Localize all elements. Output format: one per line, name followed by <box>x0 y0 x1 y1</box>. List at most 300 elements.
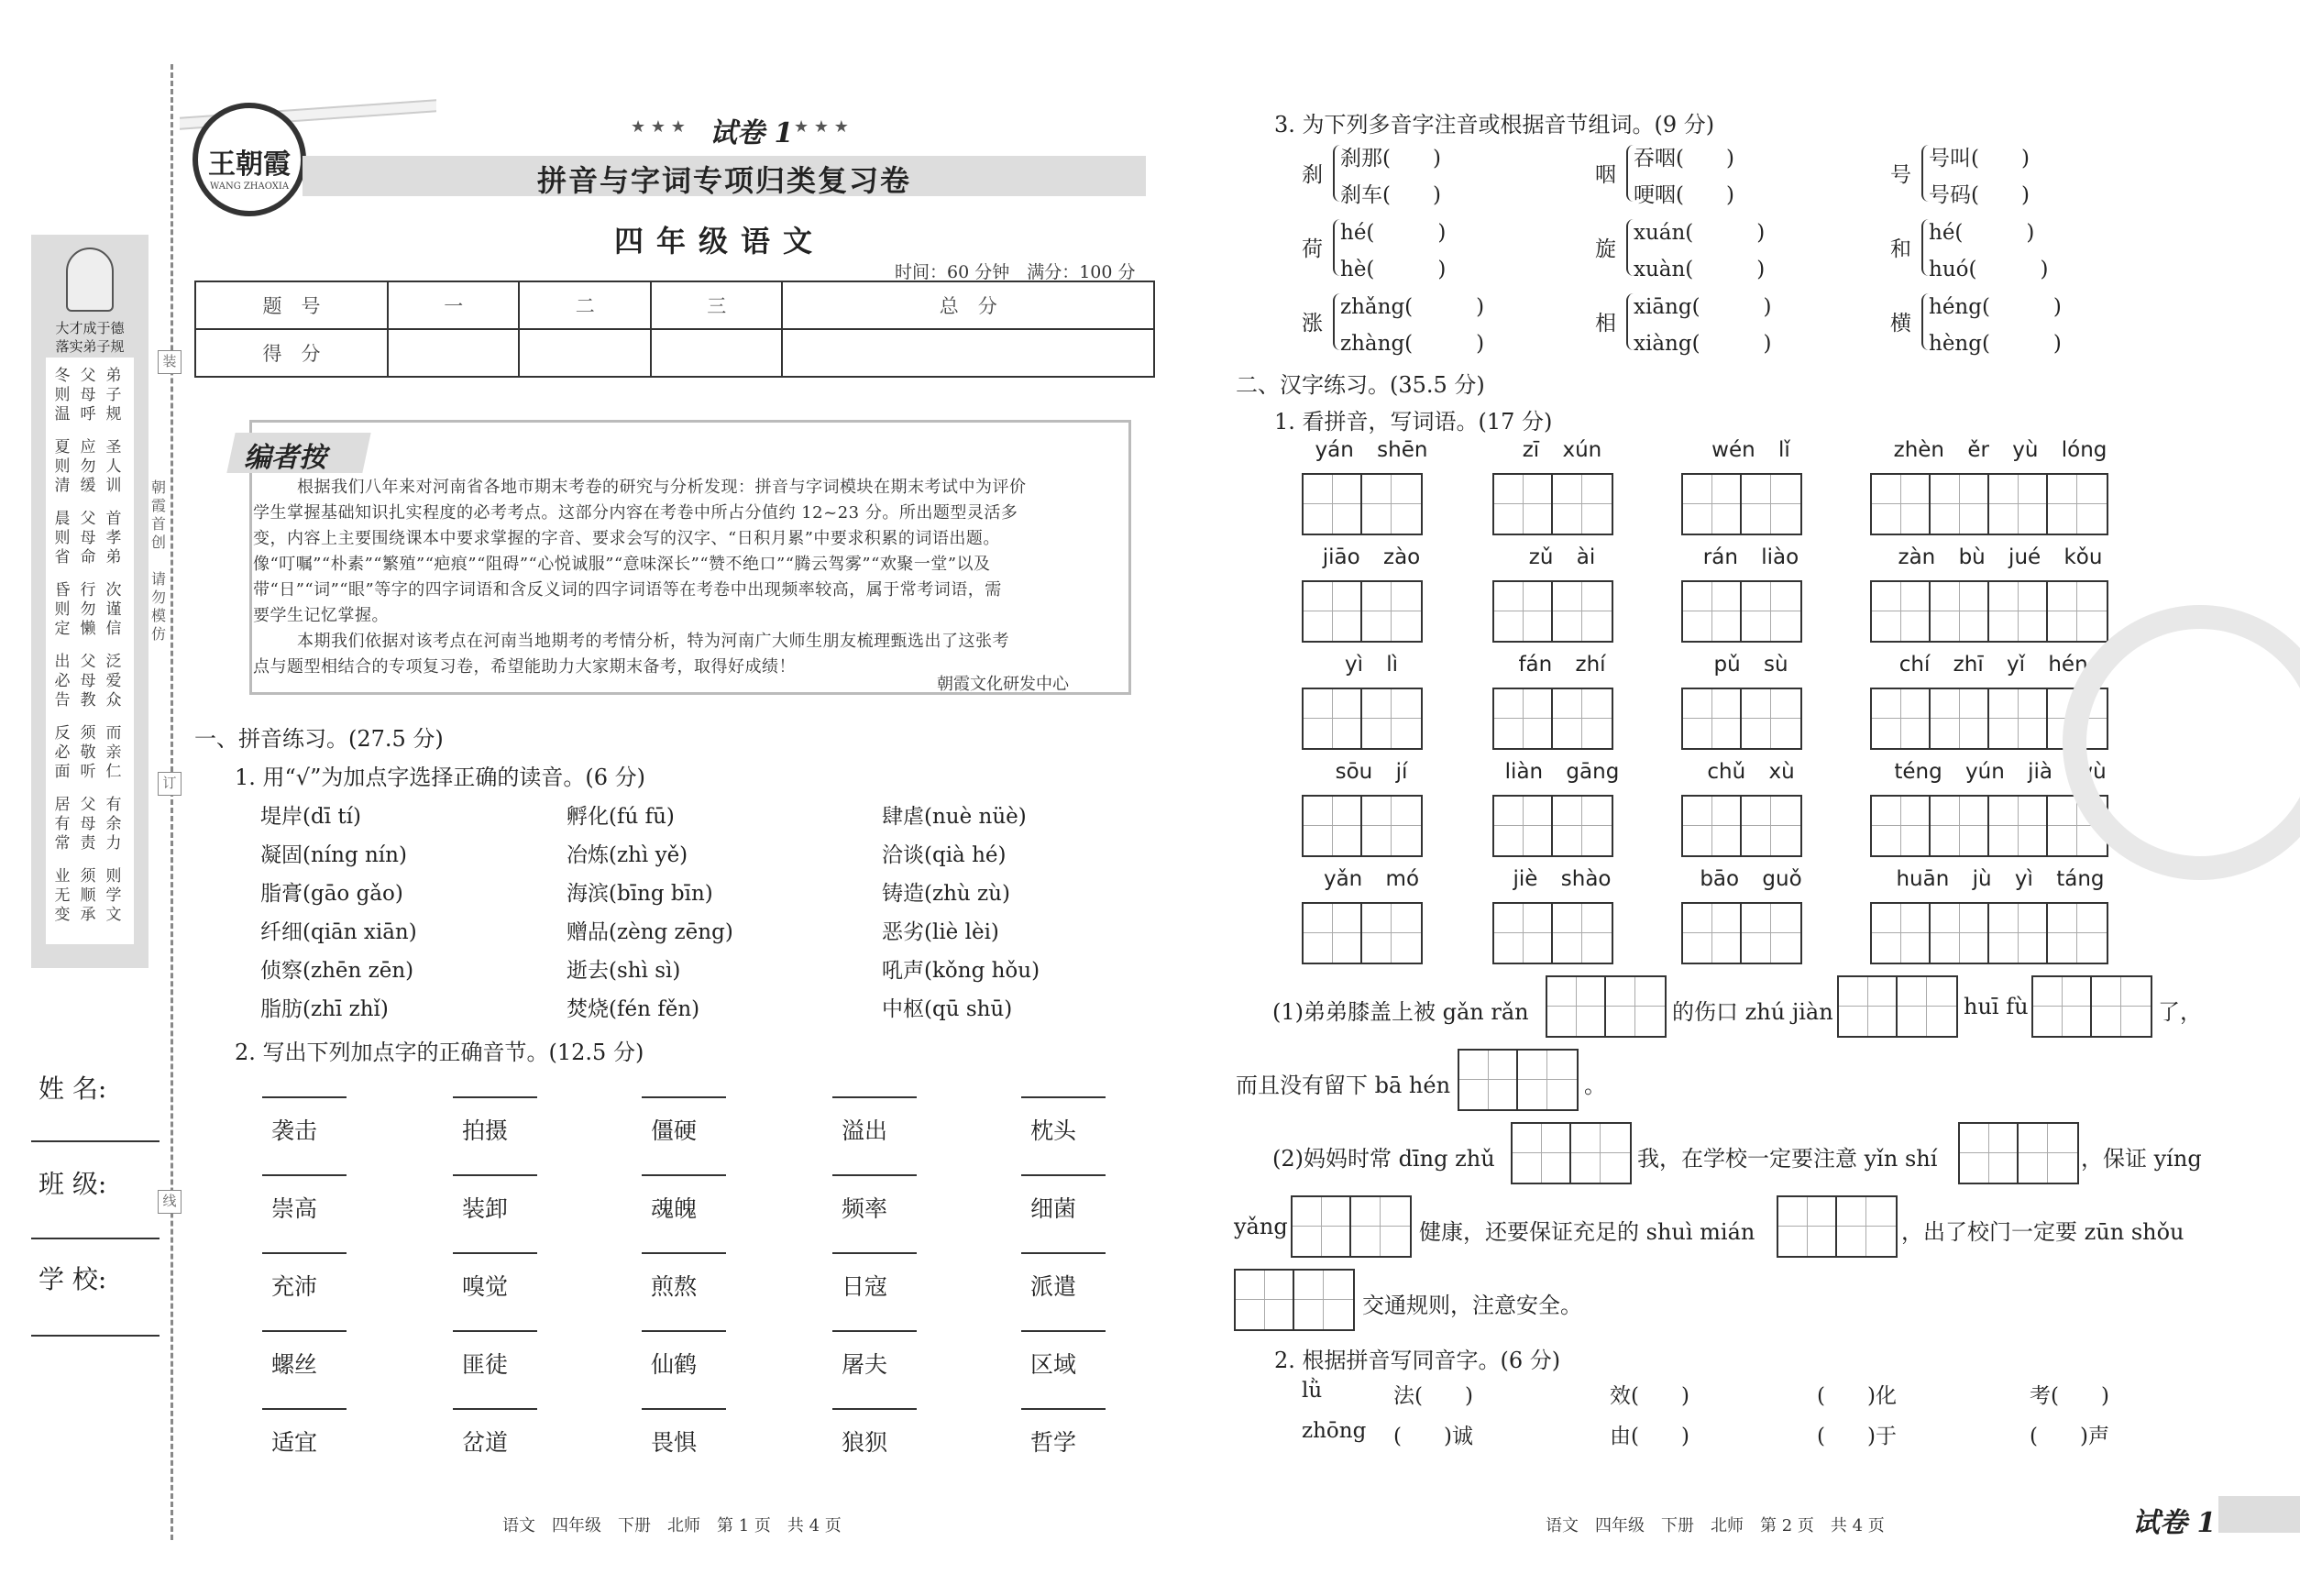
grid-cell[interactable] <box>1362 904 1421 963</box>
q1-title: 1. 用“√”为加点字选择正确的读音。(6 分) <box>235 765 645 790</box>
answer-grid[interactable] <box>1302 473 1423 535</box>
sidebar-verse: 冬则温 <box>54 367 71 424</box>
sidebar-verse: 夏则清 <box>54 438 71 495</box>
pinyin-label: téng yún jià wù <box>1894 760 2107 784</box>
answer-grid[interactable] <box>1302 580 1423 643</box>
pinyin-label: yán shēn <box>1315 438 1428 462</box>
answer-blank[interactable] <box>262 1096 347 1098</box>
polyphone-item[interactable]: 吞咽( ) <box>1634 147 1734 171</box>
polyphone-item[interactable]: hé( ) <box>1340 221 1447 245</box>
pinyin-label: zhèn ěr yù lóng <box>1893 438 2107 462</box>
grid-cell[interactable] <box>1872 475 1931 534</box>
answer-blank[interactable] <box>1021 1330 1106 1332</box>
grid-cell[interactable] <box>1494 904 1553 963</box>
school-label: 学 校: <box>39 1264 107 1294</box>
q2-word: 仙鹤 <box>651 1351 698 1378</box>
pinyin-label: pǔ sù <box>1713 653 1788 677</box>
q1-item[interactable]: 恶劣(liè lèi) <box>882 920 999 944</box>
grid-cell[interactable] <box>1304 582 1362 641</box>
grid-cell[interactable] <box>1304 797 1362 855</box>
brace <box>1626 293 1634 350</box>
name-line[interactable] <box>31 1140 160 1142</box>
grid-cell[interactable] <box>2048 475 2107 534</box>
grid-cell[interactable] <box>1742 475 1800 534</box>
answer-grid[interactable] <box>1681 688 1802 750</box>
q1-item[interactable]: 洽谈(qià hé) <box>882 843 1007 867</box>
polyphone-item[interactable]: xiāng( ) <box>1634 295 1772 319</box>
grid-cell[interactable] <box>1553 904 1612 963</box>
footer-tag-bar <box>2218 1496 2300 1533</box>
q2-word: 狼狈 <box>842 1429 888 1456</box>
answer-grid[interactable] <box>1681 580 1802 643</box>
grid-cell[interactable] <box>1989 582 2048 641</box>
footer-tag: 试卷 1 <box>2132 1507 2217 1539</box>
grid-cell[interactable] <box>1931 475 1989 534</box>
answer-blank[interactable] <box>262 1330 347 1332</box>
homophone-item: zhōng <box>1302 1419 1367 1443</box>
grid-cell[interactable] <box>1494 475 1553 534</box>
brace <box>1921 145 1929 202</box>
grid-cell[interactable] <box>1931 904 1989 963</box>
score-header-cell: 总 分 <box>782 281 1154 329</box>
grid-cell[interactable] <box>1742 904 1800 963</box>
score-label-cell: 得 分 <box>195 329 388 377</box>
answer-grid[interactable] <box>1291 1195 1412 1258</box>
sidebar-verse: 圣人训 <box>105 438 122 495</box>
answer-grid[interactable] <box>1492 902 1613 964</box>
score-header-cell: 二 <box>519 281 650 329</box>
sidebar-verse: 有余力 <box>105 796 122 853</box>
q2-word: 哲学 <box>1030 1429 1077 1456</box>
scholar-icon <box>66 248 114 312</box>
sidebar <box>31 235 149 968</box>
sidebar-verse: 首孝弟 <box>105 510 122 567</box>
polyphone-item[interactable]: 号码( ) <box>1929 183 2030 207</box>
answer-blank[interactable] <box>1021 1252 1106 1254</box>
paper-number: 试卷 1 <box>710 117 794 149</box>
grid-cell[interactable] <box>1553 582 1612 641</box>
sidebar-verse: 父母呼 <box>80 367 96 424</box>
class-label: 班 级: <box>39 1169 107 1199</box>
homophone-item[interactable]: ( )诚 <box>1393 1425 1473 1448</box>
sentence2-e: 健康，还要保证充足的 shuì mián <box>1419 1219 1755 1245</box>
polyphone-char: 和 <box>1890 237 1911 261</box>
sentence1-c: huī fù <box>1964 994 2029 1019</box>
q1-item[interactable]: 焚烧(fén fěn) <box>567 997 700 1021</box>
q1-item[interactable]: 孵化(fú fū) <box>567 805 675 829</box>
grid-cell[interactable] <box>1742 797 1800 855</box>
time-info: 时间：60 分钟 满分：100 分 <box>895 262 1136 282</box>
q2-word: 枕头 <box>1030 1117 1077 1144</box>
answer-blank[interactable] <box>832 1096 917 1098</box>
answer-grid[interactable] <box>1302 902 1423 964</box>
answer-blank[interactable] <box>1021 1174 1106 1176</box>
answer-blank[interactable] <box>1021 1408 1106 1410</box>
stars-right: ★ ★ ★ <box>794 117 849 137</box>
pinyin-label: rán liào <box>1702 545 1799 569</box>
sidebar-verse: 则学文 <box>105 867 122 924</box>
answer-blank[interactable] <box>832 1408 917 1410</box>
q1-item[interactable]: 吼声(kǒng hǒu) <box>882 959 1040 983</box>
sidebar-verse: 行勿懒 <box>80 581 96 638</box>
q2-word: 崇高 <box>271 1195 318 1222</box>
footer-right: 语文 四年级 下册 北师 第 2 页 共 4 页 <box>1546 1516 1885 1535</box>
q2-word: 细菌 <box>1030 1195 1077 1222</box>
answer-blank[interactable] <box>453 1408 537 1410</box>
grid-cell[interactable] <box>1553 797 1612 855</box>
grid-cell[interactable] <box>1304 904 1362 963</box>
q2-word: 溢出 <box>842 1117 888 1144</box>
grid-cell[interactable] <box>1553 475 1612 534</box>
q2-title: 2. 写出下列加点字的正确音节。(12.5 分) <box>235 1040 644 1065</box>
q2-word: 畏惧 <box>651 1429 698 1456</box>
main-title: 拼音与字词专项归类复习卷 <box>536 163 911 198</box>
grid-cell[interactable] <box>1553 689 1612 748</box>
answer-grid[interactable] <box>1234 1269 1355 1331</box>
sidebar-verse: 而亲仁 <box>105 724 122 781</box>
pinyin-label: chǔ xù <box>1707 760 1795 784</box>
score-header-cell: 一 <box>388 281 519 329</box>
score-header-cell: 三 <box>651 281 782 329</box>
pinyin-label: zī xún <box>1522 438 1602 462</box>
answer-blank[interactable] <box>642 1408 726 1410</box>
grid-cell[interactable] <box>1362 582 1421 641</box>
grid-cell[interactable] <box>1872 904 1931 963</box>
editor-note-title: 编者按 <box>244 442 326 474</box>
grid-cell[interactable] <box>1494 797 1553 855</box>
answer-blank[interactable] <box>453 1174 537 1176</box>
sidebar-verse: 父母责 <box>80 796 96 853</box>
sidebar-verse: 反必面 <box>54 724 71 781</box>
grid-cell[interactable] <box>1362 475 1421 534</box>
pinyin-label: sōu jí <box>1335 760 1408 784</box>
brace <box>1626 145 1634 202</box>
pinyin-label: liàn gāng <box>1504 760 1620 784</box>
note-line: 要学生记忆掌握。 <box>253 606 389 625</box>
sentence1-e: 而且没有留下 bā hén <box>1236 1073 1451 1098</box>
polyphone-char: 旋 <box>1595 237 1616 261</box>
sidebar-verse: 居有常 <box>54 796 71 853</box>
stars-left: ★ ★ ★ <box>631 117 686 137</box>
sentence1-a: (1)弟弟膝盖上被 gǎn rǎn <box>1272 999 1529 1025</box>
sentence2-g: 交通规则，注意安全。 <box>1362 1293 1582 1318</box>
answer-grid[interactable] <box>1492 473 1613 535</box>
answer-grid[interactable] <box>1870 902 2108 964</box>
polyphone-char: 相 <box>1595 312 1616 336</box>
score-input-cell[interactable] <box>651 329 782 377</box>
answer-grid[interactable] <box>1870 795 2108 857</box>
pinyin-label: huān jù yì táng <box>1896 867 2105 891</box>
grid-cell[interactable] <box>1683 797 1742 855</box>
polyphone-item[interactable]: xuán( ) <box>1634 221 1766 245</box>
brace <box>1333 219 1340 276</box>
polyphone-item[interactable]: héng( ) <box>1929 295 2062 319</box>
s2-q1-title: 1. 看拼音，写词语。(17 分) <box>1274 409 1553 435</box>
polyphone-item[interactable]: 号叫( ) <box>1929 147 2030 171</box>
homophone-item[interactable]: 效( ) <box>1610 1384 1689 1408</box>
q1-item[interactable]: 海滨(bīng bīn) <box>567 882 713 906</box>
sidebar-verse-box <box>46 358 134 944</box>
answer-grid[interactable] <box>1958 1122 2079 1184</box>
q2-word: 僵硬 <box>651 1117 698 1144</box>
polyphone-char: 号 <box>1890 163 1911 187</box>
q1-item[interactable]: 冶炼(zhì yě) <box>567 843 688 867</box>
sidebar-verse: 须敬听 <box>80 724 96 781</box>
q1-item[interactable]: 逝去(shì sì) <box>567 959 681 983</box>
answer-blank[interactable] <box>262 1252 347 1254</box>
grid-cell[interactable] <box>1742 689 1800 748</box>
grid-cell[interactable] <box>1494 689 1553 748</box>
pinyin-label: chí zhī yǐ héng <box>1898 653 2102 677</box>
side-note-1: 朝霞首创 <box>150 479 166 551</box>
answer-blank[interactable] <box>832 1330 917 1332</box>
polyphone-item[interactable]: xiàng( ) <box>1634 332 1772 356</box>
polyphone-item[interactable]: zhǎng( ) <box>1340 295 1485 319</box>
homophone-item[interactable]: 法( ) <box>1393 1384 1473 1408</box>
answer-blank[interactable] <box>262 1408 347 1410</box>
sidebar-verse: 出必告 <box>54 653 71 710</box>
grid-cell[interactable] <box>1989 904 2048 963</box>
grid-cell[interactable] <box>1304 475 1362 534</box>
note-line: 根据我们八年来对河南省各地市期末考卷的研究与分析发现：拼音与字词模块在期末考试中为评价 <box>297 478 1027 497</box>
grid-cell[interactable] <box>1872 689 1931 748</box>
q1-item[interactable]: 脂肪(zhī zhǐ) <box>260 997 389 1021</box>
q2-word: 充沛 <box>271 1273 318 1300</box>
pinyin-label: wén lǐ <box>1711 438 1790 462</box>
grid-cell[interactable] <box>1683 904 1742 963</box>
grid-cell[interactable] <box>1494 582 1553 641</box>
answer-grid[interactable] <box>1870 580 2108 643</box>
grid-cell[interactable] <box>1931 689 1989 748</box>
homophone-item[interactable]: ( )化 <box>1817 1384 1897 1408</box>
q2-word: 煎熬 <box>651 1273 698 1300</box>
grid-cell[interactable] <box>1304 689 1362 748</box>
footer-left: 语文 四年级 下册 北师 第 1 页 共 4 页 <box>502 1516 842 1535</box>
polyphone-item[interactable]: xuàn( ) <box>1634 258 1766 281</box>
q2-word: 适宜 <box>271 1429 318 1456</box>
q2-word: 屠夫 <box>842 1351 888 1378</box>
q2-word: 日寇 <box>842 1273 888 1300</box>
q2-word: 区域 <box>1030 1351 1077 1378</box>
note-line: 变，内容上主要围绕课本中要求掌握的字音、要求会写的汉字、“日积月累”中要求积累的词语出题。 <box>253 529 1000 548</box>
grid-cell[interactable] <box>1362 797 1421 855</box>
score-input-cell[interactable] <box>782 329 1154 377</box>
s2-q2-title: 2. 根据拼音写同音字。(6 分) <box>1274 1348 1561 1373</box>
answer-grid[interactable] <box>1511 1122 1632 1184</box>
answer-grid[interactable] <box>1302 688 1423 750</box>
seal-xian: 线 <box>158 1190 182 1214</box>
answer-blank[interactable] <box>453 1252 537 1254</box>
name-label: 姓 名: <box>39 1073 107 1104</box>
answer-blank[interactable] <box>832 1252 917 1254</box>
answer-grid[interactable] <box>1837 975 1958 1038</box>
pinyin-label: fán zhí <box>1518 653 1606 677</box>
polyphone-item[interactable]: hè( ) <box>1340 258 1447 281</box>
homophone-item[interactable]: 考( ) <box>2030 1384 2109 1408</box>
section1-title: 一、拼音练习。(27.5 分) <box>194 726 444 752</box>
q2-word: 频率 <box>842 1195 888 1222</box>
answer-grid[interactable] <box>1546 975 1667 1038</box>
answer-grid[interactable] <box>1777 1195 1898 1258</box>
brace <box>1921 219 1929 276</box>
grid-cell[interactable] <box>1872 582 1931 641</box>
grid-cell[interactable] <box>1683 475 1742 534</box>
grid-cell[interactable] <box>2048 904 2107 963</box>
grid-cell[interactable] <box>1872 797 1931 855</box>
q2-word: 拍摄 <box>462 1117 509 1144</box>
answer-grid[interactable] <box>1458 1049 1579 1111</box>
sentence2-c: ，保证 yíng <box>2081 1146 2202 1172</box>
brace <box>1333 293 1340 350</box>
sentence2-f: ，出了校门一定要 zūn shǒu <box>1901 1219 2184 1245</box>
q2-word: 螺丝 <box>271 1351 318 1378</box>
polyphone-item[interactable]: 刹车( ) <box>1340 183 1441 207</box>
logo-en: WANG ZHAOXIA <box>209 182 290 192</box>
sentence2-b: 我，在学校一定要注意 yǐn shí <box>1637 1146 1938 1172</box>
sentence2-a: (2)妈妈时常 dīng zhǔ <box>1272 1146 1495 1172</box>
polyphone-char: 荷 <box>1302 237 1323 261</box>
pinyin-label: zǔ ài <box>1528 545 1596 569</box>
grid-cell[interactable] <box>1683 689 1742 748</box>
polyphone-item[interactable]: hé( ) <box>1929 221 2035 245</box>
answer-blank[interactable] <box>642 1096 726 1098</box>
sidebar-verse: 泛爱众 <box>105 653 122 710</box>
pinyin-label: yǎn mó <box>1323 867 1420 891</box>
answer-grid[interactable] <box>2031 975 2152 1038</box>
answer-grid[interactable] <box>1681 902 1802 964</box>
answer-blank[interactable] <box>832 1174 917 1176</box>
note-line: 本期我们依据对该考点在河南当地期考的考情分析，特为河南广大师生朋友梳理甄选出了这张考 <box>297 632 1009 651</box>
answer-blank[interactable] <box>642 1252 726 1254</box>
grid-cell[interactable] <box>2048 582 2107 641</box>
q1-item[interactable]: 铸造(zhù zù) <box>882 882 1010 906</box>
pinyin-label: bāo guǒ <box>1700 867 1802 891</box>
sidebar-motto: 大才成于德 落实弟子规 <box>55 320 125 355</box>
logo-text: 王朝霞 <box>208 149 291 181</box>
grid-cell[interactable] <box>1989 689 2048 748</box>
grid-cell[interactable] <box>1683 582 1742 641</box>
note-signature: 朝霞文化研发中心 <box>937 675 1069 694</box>
q1-item[interactable]: 凝固(níng nín) <box>260 843 407 867</box>
q1-item[interactable]: 堤岸(dī tí) <box>260 805 361 829</box>
answer-grid[interactable] <box>1302 795 1423 857</box>
class-line[interactable] <box>31 1238 160 1239</box>
answer-grid[interactable] <box>1492 688 1613 750</box>
q2-word: 嗅觉 <box>462 1273 509 1300</box>
sentence1-d: 了， <box>2158 999 2202 1025</box>
subject-title: 四年级语文 <box>614 224 826 259</box>
polyphone-item[interactable]: hèng( ) <box>1929 332 2062 356</box>
homophone-item: lǜ <box>1302 1379 1323 1403</box>
section2-title: 二、汉字练习。(35.5 分) <box>1236 372 1485 398</box>
pinyin-label: jiè shào <box>1513 867 1612 891</box>
sidebar-verse: 父母命 <box>80 510 96 567</box>
grid-cell[interactable] <box>1742 582 1800 641</box>
answer-blank[interactable] <box>262 1174 347 1176</box>
polyphone-char: 涨 <box>1302 312 1323 336</box>
polyphone-item[interactable]: zhàng( ) <box>1340 332 1485 356</box>
sentence1-b: 的伤口 zhú jiàn <box>1672 999 1833 1025</box>
brace <box>1921 293 1929 350</box>
sentence1-f: 。 <box>1584 1073 1606 1098</box>
note-line: 学生掌握基础知识扎实程度的必考考点。这部分内容在考卷中所占分值约 12~23 分。所出题型灵活多 <box>253 503 1018 523</box>
q2-word: 魂魄 <box>651 1195 698 1222</box>
note-line: 带“日”“词”“眼”等字的四字词语和含反义词的四字词语等在考卷中出现频率较高，属于常考词语，需 <box>253 580 1002 600</box>
answer-blank[interactable] <box>642 1174 726 1176</box>
grid-cell[interactable] <box>1989 475 2048 534</box>
sidebar-verse: 昏则定 <box>54 581 71 638</box>
sentence2-d: yǎng <box>1234 1214 1288 1239</box>
q2-word: 装卸 <box>462 1195 509 1222</box>
homophone-item[interactable]: ( )声 <box>2030 1425 2109 1448</box>
score-input-cell[interactable] <box>388 329 519 377</box>
q1-item[interactable]: 中枢(qū shū) <box>882 997 1013 1021</box>
note-line: 点与题型相结合的专项复习卷，希望能助力大家期末备考，取得好成绩！ <box>253 657 796 677</box>
pinyin-label: yì lì <box>1344 653 1399 677</box>
grid-cell[interactable] <box>1989 797 2048 855</box>
sidebar-verse: 弟子规 <box>105 367 122 424</box>
sidebar-verse: 次谨信 <box>105 581 122 638</box>
q1-item[interactable]: 侦察(zhēn zēn) <box>260 959 414 983</box>
score-table <box>194 281 1155 378</box>
school-line[interactable] <box>31 1335 160 1337</box>
answer-blank[interactable] <box>1021 1096 1106 1098</box>
answer-blank[interactable] <box>642 1330 726 1332</box>
q1-item[interactable]: 脂膏(gāo gǎo) <box>260 882 403 906</box>
answer-grid[interactable] <box>1870 473 2108 535</box>
answer-grid[interactable] <box>1492 795 1613 857</box>
polyphone-char: 咽 <box>1595 163 1616 187</box>
answer-blank[interactable] <box>453 1096 537 1098</box>
sidebar-verse: 应勿缓 <box>80 438 96 495</box>
sidebar-verse: 父母教 <box>80 653 96 710</box>
polyphone-item[interactable]: 哽咽( ) <box>1634 183 1734 207</box>
grid-cell[interactable] <box>1362 689 1421 748</box>
homophone-item[interactable]: 由( ) <box>1610 1425 1689 1448</box>
answer-grid[interactable] <box>1492 580 1613 643</box>
q1-item[interactable]: 赠品(zèng zēng) <box>567 920 733 944</box>
answer-grid[interactable] <box>1681 795 1802 857</box>
q2-word: 岔道 <box>462 1429 509 1456</box>
score-input-cell[interactable] <box>519 329 650 377</box>
score-header-cell: 题 号 <box>195 281 388 329</box>
polyphone-item[interactable]: 刹那( ) <box>1340 147 1441 171</box>
homophone-item[interactable]: ( )于 <box>1817 1425 1897 1448</box>
grid-cell[interactable] <box>1931 797 1989 855</box>
q1-item[interactable]: 肆虐(nuè nüè) <box>882 805 1027 829</box>
q2-word: 袭击 <box>271 1117 318 1144</box>
cut-line <box>171 64 173 1540</box>
pinyin-label: zàn bù jué kǒu <box>1898 545 2103 569</box>
sidebar-verse: 须顺承 <box>80 867 96 924</box>
brace <box>1626 219 1634 276</box>
q1-item[interactable]: 纤细(qiān xiān) <box>260 920 417 944</box>
note-line: 像“叮嘱”“朴素”“繁殖”“疤痕”“阻碍”“心悦诚服”“意味深长”“赞不绝口”“腾云驾雾”“欢聚一堂”以及 <box>253 555 991 574</box>
grid-cell[interactable] <box>1931 582 1989 641</box>
answer-blank[interactable] <box>453 1330 537 1332</box>
polyphone-item[interactable]: huó( ) <box>1929 258 2049 281</box>
seal-zhuang: 装 <box>158 350 182 374</box>
polyphone-char: 横 <box>1890 312 1911 336</box>
sidebar-verse: 业无变 <box>54 867 71 924</box>
brace <box>1333 145 1340 202</box>
answer-grid[interactable] <box>1681 473 1802 535</box>
seal-ding: 订 <box>158 772 182 796</box>
q3-title: 3. 为下列多音字注音或根据音节组词。(9 分) <box>1274 112 1715 138</box>
logo <box>193 103 306 216</box>
side-note-2: 请勿模仿 <box>150 570 166 643</box>
polyphone-char: 刹 <box>1302 163 1323 187</box>
